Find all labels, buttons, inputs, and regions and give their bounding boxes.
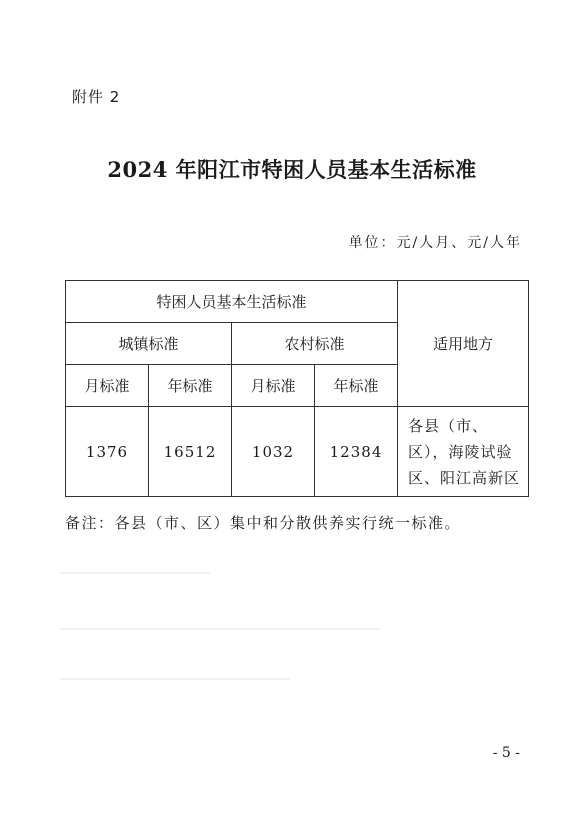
remark-note: 备注：各县（市、区）集中和分散供养实行统一标准。 bbox=[65, 514, 462, 532]
standards-table bbox=[65, 280, 529, 497]
bleed-through-line bbox=[60, 572, 210, 574]
document-title: 2024 年阳江市特困人员基本生活标准 bbox=[107, 157, 477, 182]
group-header-cell: 特困人员基本生活标准 bbox=[66, 281, 398, 323]
urban-month-value: 1376 bbox=[66, 407, 149, 497]
urban-year-value: 16512 bbox=[149, 407, 232, 497]
table-header-row-1 bbox=[66, 281, 529, 323]
bleed-through-line bbox=[60, 678, 290, 680]
rural-year-header: 年标准 bbox=[315, 365, 398, 407]
urban-year-header: 年标准 bbox=[149, 365, 232, 407]
attachment-label: 附件 2 bbox=[72, 88, 121, 106]
area-value: 各县（市、区），海陵试验区、阳江高新区 bbox=[398, 407, 529, 497]
table-row bbox=[66, 407, 529, 497]
rural-year-value: 12384 bbox=[315, 407, 398, 497]
urban-month-header: 月标准 bbox=[66, 365, 149, 407]
urban-header-cell: 城镇标准 bbox=[66, 323, 232, 365]
area-header-cell: 适用地方 bbox=[398, 281, 529, 407]
page-number: - 5 - bbox=[492, 745, 520, 761]
rural-month-header: 月标准 bbox=[232, 365, 315, 407]
rural-header-cell: 农村标准 bbox=[232, 323, 398, 365]
rural-month-value: 1032 bbox=[232, 407, 315, 497]
unit-note: 单位：元/人月、元/人年 bbox=[348, 235, 522, 251]
bleed-through-line bbox=[60, 628, 380, 630]
